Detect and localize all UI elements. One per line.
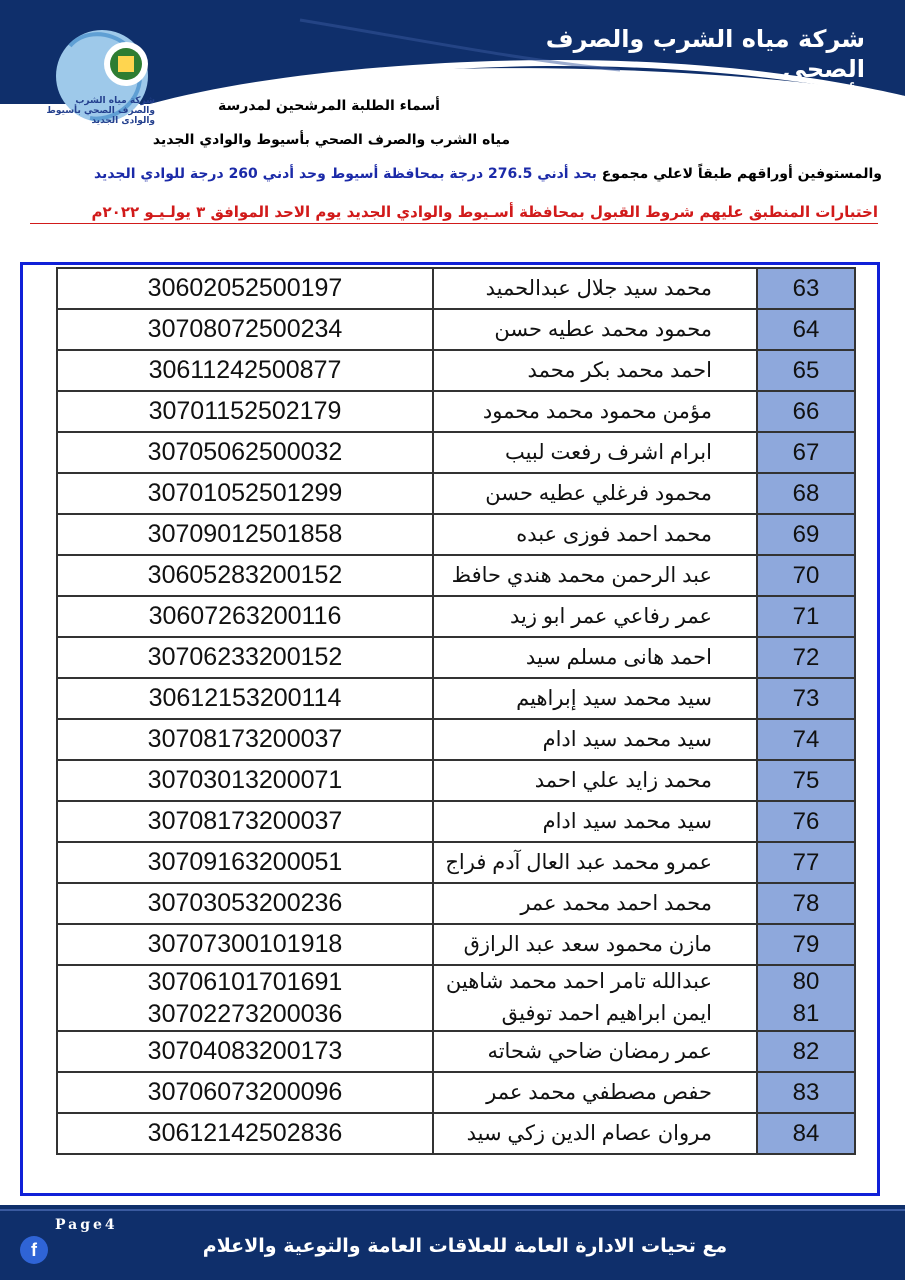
national-id-cell: 30709163200051 <box>57 842 433 883</box>
row-number-cell: 75 <box>757 760 855 801</box>
national-id-cell: 30703053200236 <box>57 883 433 924</box>
student-name-cell: حفص مصطفي محمد عمر <box>433 1072 757 1113</box>
row-number-cell: 69 <box>757 514 855 555</box>
national-id-cell: 30701052501299 <box>57 473 433 514</box>
conditions-part-3: درجة بمحافظة أسيوط وحد أدني <box>257 166 489 182</box>
row-number-cell: 70 <box>757 555 855 596</box>
logo-text: شركة مياه الشرب والصرف الصحي بأسيوط والوادى الجديد <box>46 96 155 126</box>
conditions-part-2: بحد أدني <box>532 166 597 182</box>
student-name-cell: محمود محمد عطيه حسن <box>433 309 757 350</box>
company-line-1: شركة مياه الشرب والصرف الصحى <box>545 25 865 83</box>
national-id-cell: 30602052500197 <box>57 268 433 309</box>
student-name-cell: عبد الرحمن محمد هندي حافظ <box>433 555 757 596</box>
page-header <box>0 0 905 150</box>
facebook-icon[interactable]: f <box>20 1236 48 1264</box>
table-row <box>57 555 855 596</box>
student-name-line: ايمن ابراهيم احمد توفيق <box>501 1002 712 1025</box>
table-row <box>57 883 855 924</box>
exam-notice: اختبارات المنطبق عليهم شروط القبول بمحافظة أسـيوط والوادي الجديد يوم الاحد الموافق ٣ يولـيـو ٢٠٢٢م <box>30 203 878 224</box>
table-row <box>57 1031 855 1072</box>
row-number-cell: 64 <box>757 309 855 350</box>
table-row <box>57 1113 855 1154</box>
national-id-cell: 30706073200096 <box>57 1072 433 1113</box>
table-row <box>57 924 855 965</box>
student-name-cell: سيد محمد سيد ادام <box>433 719 757 760</box>
page-footer <box>0 1205 905 1280</box>
footer-thanks: مع تحيات الادارة العامة للعلاقات العامة والتوعية والاعلام <box>202 1235 728 1257</box>
intro-line-2: مياه الشرب والصرف الصحي بأسيوط والوادي الجديد <box>152 132 510 148</box>
student-name-cell: محمد زايد علي احمد <box>433 760 757 801</box>
national-id-cell: 30709012501858 <box>57 514 433 555</box>
student-name-cell: مروان عصام الدين زكي سيد <box>433 1113 757 1154</box>
student-name-cell: ابرام اشرف رفعت لبيب <box>433 432 757 473</box>
national-id-cell: 30704083200173 <box>57 1031 433 1072</box>
table-row <box>57 432 855 473</box>
intro-line-1: أسماء الطلبة المرشحين لمدرسة <box>218 98 440 114</box>
student-name-cell: محمود فرغلي عطيه حسن <box>433 473 757 514</box>
row-number-cell: 66 <box>757 391 855 432</box>
row-number-cell: 68 <box>757 473 855 514</box>
row-number-cell: 84 <box>757 1113 855 1154</box>
national-id-cell: 30706233200152 <box>57 637 433 678</box>
candidates-table <box>56 267 856 1155</box>
national-id-cell: 30612153200114 <box>57 678 433 719</box>
row-number-cell: 63 <box>757 268 855 309</box>
row-number-cell: 78 <box>757 883 855 924</box>
media-center-label: المركز الإعلامي <box>735 119 865 143</box>
row-number-line: 81 <box>792 1000 820 1027</box>
national-id-cell: 30705062500032 <box>57 432 433 473</box>
row-number-cell: 83 <box>757 1072 855 1113</box>
student-name-line: عبدالله تامر احمد محمد شاهين <box>445 970 712 993</box>
company-name <box>485 24 865 146</box>
national-id-cell: 30707300101918 <box>57 924 433 965</box>
national-id-cell: 30611242500877 <box>57 350 433 391</box>
row-number-cell: 73 <box>757 678 855 719</box>
student-name-cell: محمد احمد فوزى عبده <box>433 514 757 555</box>
student-name-cell: عمرو محمد عبد العال آدم فراج <box>433 842 757 883</box>
row-number-cell: 67 <box>757 432 855 473</box>
table-row <box>57 1072 855 1113</box>
conditions-part-4: درجة للوادي الجديد <box>93 166 229 182</box>
national-id-line: 30702273200036 <box>147 1000 343 1028</box>
table-row <box>57 637 855 678</box>
table-row <box>57 391 855 432</box>
assiut-min-score: 276.5 <box>488 166 533 182</box>
admission-conditions <box>20 166 882 182</box>
national-id-cell: 30701152502179 <box>57 391 433 432</box>
table-row-merged <box>57 965 855 1031</box>
student-name-cell: سيد محمد سيد ادام <box>433 801 757 842</box>
row-number-cell: 72 <box>757 637 855 678</box>
national-id-cell: 30605283200152 <box>57 555 433 596</box>
table-row <box>57 801 855 842</box>
national-id-cell: 30708072500234 <box>57 309 433 350</box>
row-number-cell: 79 <box>757 924 855 965</box>
student-name-cell: مؤمن محمود محمد محمود <box>433 391 757 432</box>
row-number-cell: 74 <box>757 719 855 760</box>
page-number-label: Page4 <box>55 1217 118 1233</box>
student-name-cell: مازن محمود سعد عبد الرازق <box>433 924 757 965</box>
national-id-cell: 30703013200071 <box>57 760 433 801</box>
candidates-frame <box>20 262 880 1196</box>
national-id-cell: 30708173200037 <box>57 719 433 760</box>
row-number-cell: 65 <box>757 350 855 391</box>
row-number-cell: 71 <box>757 596 855 637</box>
conditions-part-1: والمستوفين أوراقهم طبقاً لاعلي مجموع <box>596 166 882 182</box>
national-id-line: 30706101701691 <box>147 968 343 996</box>
table-row <box>57 596 855 637</box>
row-number-cell: 76 <box>757 801 855 842</box>
row-number-cell: 82 <box>757 1031 855 1072</box>
row-number-line: 80 <box>792 968 820 995</box>
student-name-cell: سيد محمد سيد إبراهيم <box>433 678 757 719</box>
newvalley-min-score: 260 <box>228 166 258 182</box>
row-number-cell <box>757 965 855 1031</box>
company-line-2: بأسيوط والوادى الجديد <box>618 85 865 110</box>
student-name-cell: احمد محمد بكر محمد <box>433 350 757 391</box>
student-name-cell <box>433 965 757 1031</box>
student-name-cell: عمر رمضان ضاحي شحاته <box>433 1031 757 1072</box>
national-id-cell: 30708173200037 <box>57 801 433 842</box>
table-row <box>57 268 855 309</box>
table-row <box>57 350 855 391</box>
student-name-cell: محمد احمد محمد عمر <box>433 883 757 924</box>
table-row <box>57 760 855 801</box>
student-name-cell: عمر رفاعي عمر ابو زيد <box>433 596 757 637</box>
table-row <box>57 678 855 719</box>
table-row <box>57 309 855 350</box>
row-number-cell: 77 <box>757 842 855 883</box>
table-row <box>57 514 855 555</box>
table-row <box>57 719 855 760</box>
national-id-cell <box>57 965 433 1031</box>
national-id-cell: 30607263200116 <box>57 596 433 637</box>
student-name-cell: محمد سيد جلال عبدالحميد <box>433 268 757 309</box>
table-row <box>57 473 855 514</box>
table-row <box>57 842 855 883</box>
student-name-cell: احمد هانى مسلم سيد <box>433 637 757 678</box>
national-id-cell: 30612142502836 <box>57 1113 433 1154</box>
